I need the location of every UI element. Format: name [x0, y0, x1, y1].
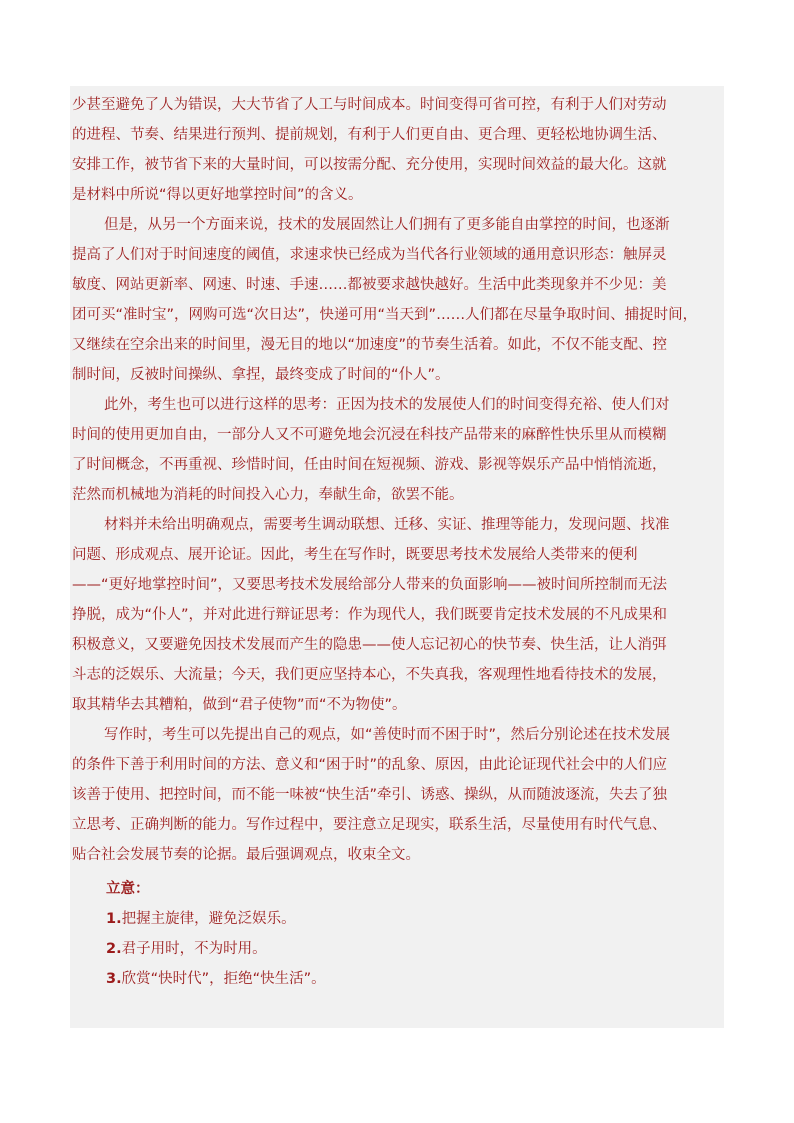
text-line: 的进程、节奏、结果进行预判、提前规划，有利于人们更自由、更合理、更轻松地协调生活、 [72, 127, 667, 143]
text-line: 问题、形成观点、展开论证。因此，考生在写作时，既要思考技术发展给人类带来的便利 [72, 547, 638, 563]
text-line: 的条件下善于利用时间的方法、意义和“困于时”的乱象、原因，由此论证现代社会中的人们应 [72, 757, 668, 773]
list-item-text: 欣赏“快时代”，拒绝“快生活”。 [121, 971, 326, 987]
text-line: 但是，从另一个方面来说，技术的发展固然让人们拥有了更多能自由掌控的时间，也逐渐 [104, 217, 670, 233]
text-line: 提高了人们对于时间速度的阈值，求速求快已经成为当代各行业领域的通用意识形态：触屏灵 [72, 247, 667, 263]
text-line: 又继续在空余出来的时间里，漫无目的地以“加速度”的节奏生活着。如此，不仅不能支配、控 [72, 337, 668, 353]
text-line: 取其精华去其糟粕，做到“君子使物”而“不为物使”。 [72, 697, 407, 713]
list-item-text: 君子用时，不为时用。 [121, 941, 267, 957]
text-line: 是材料中所说“得以更好地掌控时间”的含义。 [72, 187, 363, 203]
list-item-number: 3. [106, 971, 122, 987]
text-line: 积极意义，又要避免因技术发展而产生的隐患——使人忘记初心的快节奏、快生活，让人消弭 [72, 637, 667, 653]
points-list [72, 904, 724, 994]
text-line: 材料并未给出明确观点，需要考生调动联想、迁移、实证、推理等能力，发现问题、找准 [104, 517, 670, 533]
text-line: 了时间概念，不再重视、珍惜时间，任由时间在短视频、游戏、影视等娱乐产品中悄悄流逝， [72, 457, 667, 473]
section-heading: 立意： [106, 881, 150, 897]
text-line: 该善于使用、把控时间，而不能一味被“快生活”牵引、诱惑、操纵，从而随波逐流，失去了独 [72, 787, 668, 803]
text-line: 安排工作，被节省下来的大量时间，可以按需分配、充分使用，实现时间效益的最大化。这就 [72, 157, 667, 173]
list-item [72, 964, 724, 994]
text-line: 写作时，考生可以先提出自己的观点，如“善使时而不困于时”，然后分别论述在技术发展 [104, 727, 671, 743]
article-text-block [70, 86, 724, 1028]
list-item-text: 把握主旋律，避免泛娱乐。 [121, 911, 296, 927]
text-line: 时间的使用更加自由，一部分人又不可避免地会沉浸在科技产品带来的麻醉性快乐里从而模糊 [72, 427, 667, 443]
text-line: 挣脱，成为“仆人”，并对此进行辩证思考：作为现代人，我们既要肯定技术发展的不凡成果和 [72, 607, 668, 623]
text-line: 少甚至避免了人为错误，大大节省了人工与时间成本。时间变得可省可控，有利于人们对劳动 [72, 97, 667, 113]
list-item-number: 1. [106, 911, 122, 927]
body-paragraphs [72, 90, 724, 870]
list-item [72, 934, 724, 964]
text-line: 贴合社会发展节奏的论据。最后强调观点，收束全文。 [72, 847, 420, 863]
text-line: 茫然而机械地为消耗的时间投入心力，奉献生命，欲罢不能。 [72, 487, 464, 503]
text-line: 制时间，反被时间操纵、拿捏，最终变成了时间的“仆人”。 [72, 367, 450, 383]
text-line: ——“更好地掌控时间”，又要思考技术发展给部分人带来的负面影响——被时间所控制而无法 [72, 577, 668, 593]
text-line: 团可买“准时宝”，网购可选“次日达”，快递可用“当天到”……人们都在尽量争取时间、捕捉时间， [72, 307, 698, 323]
text-line: 敏度、网站更新率、网速、时速、手速……都被要求越快越好。生活中此类现象并不少见：美 [72, 277, 667, 293]
list-item [72, 904, 724, 934]
text-line: 立思考、正确判断的能力。写作过程中，要注意立足现实，联系生活，尽量使用有时代气息、 [72, 817, 667, 833]
list-item-number: 2. [106, 941, 122, 957]
text-line: 此外，考生也可以进行这样的思考：正因为技术的发展使人们的时间变得充裕、使人们对 [104, 397, 670, 413]
text-line: 斗志的泛娱乐、大流量；今天，我们更应坚持本心，不失真我，客观理性地看待技术的发展， [72, 667, 667, 683]
